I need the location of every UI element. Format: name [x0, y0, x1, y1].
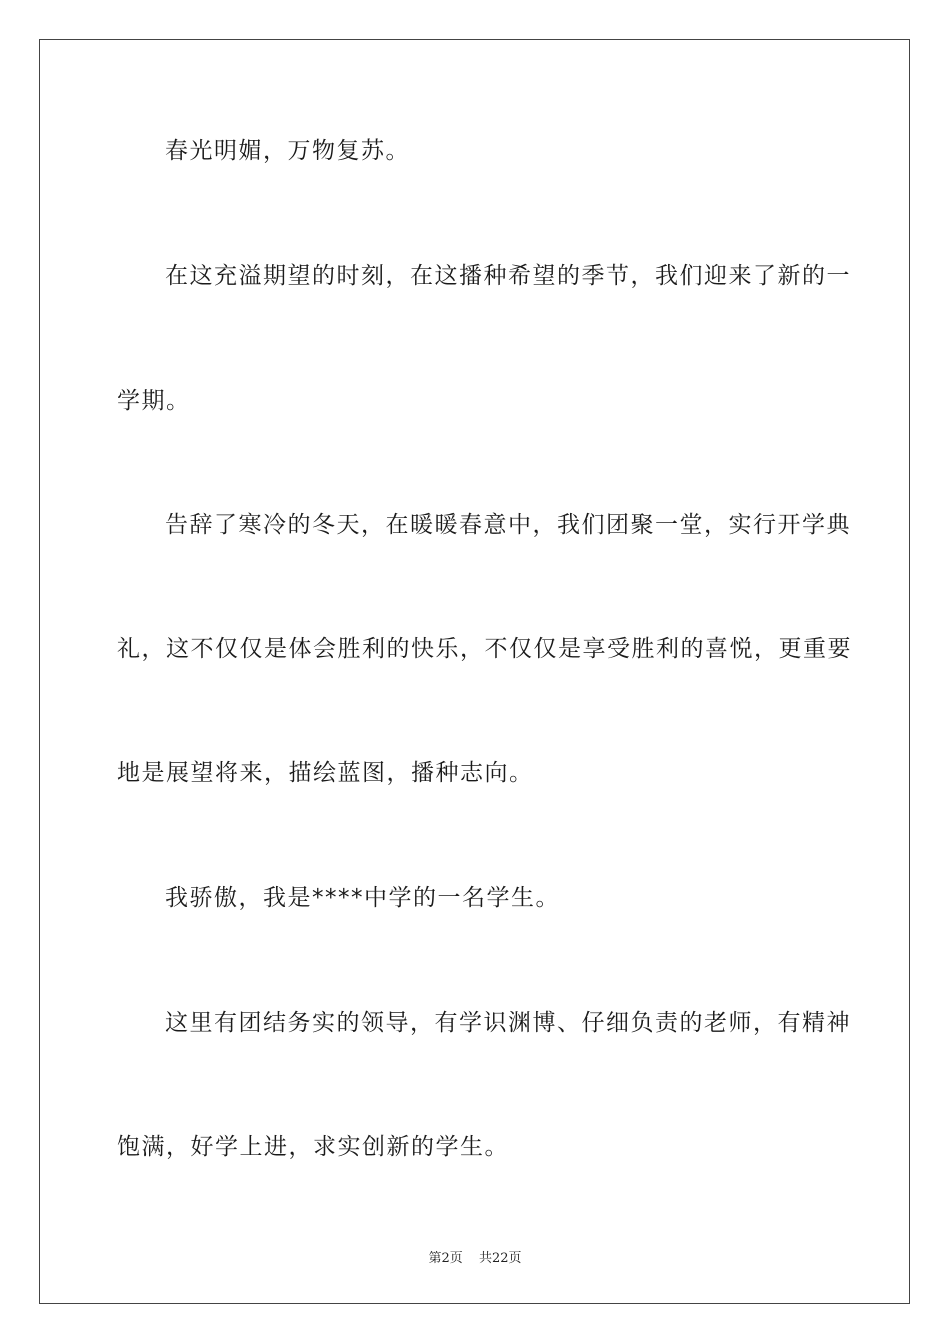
page-border	[39, 39, 910, 1304]
paragraph-line: 这里有团结务实的领导，有学识渊博、仔细负责的老师，有精神	[165, 1010, 851, 1036]
paragraph-line: 告辞了寒冷的冬天，在暖暖春意中，我们团聚一堂，实行开学典	[165, 512, 851, 538]
paragraph-line: 地是展望将来，描绘蓝图，播种志向。	[117, 760, 534, 786]
page-total: 共22页	[478, 1251, 522, 1266]
paragraph-line: 饱满，好学上进，求实创新的学生。	[117, 1134, 509, 1160]
paragraph-line: 礼，这不仅仅是体会胜利的快乐，不仅仅是享受胜利的喜悦，更重要	[117, 636, 852, 662]
paragraph-line: 在这充溢期望的时刻，在这播种希望的季节，我们迎来了新的一	[165, 263, 851, 289]
page-number: 第2页	[428, 1251, 463, 1266]
page-footer	[0, 1247, 950, 1266]
paragraph-line: 学期。	[117, 388, 191, 414]
paragraph-line: 我骄傲，我是****中学的一名学生。	[165, 885, 560, 911]
paragraph-line: 春光明媚，万物复苏。	[165, 138, 410, 164]
